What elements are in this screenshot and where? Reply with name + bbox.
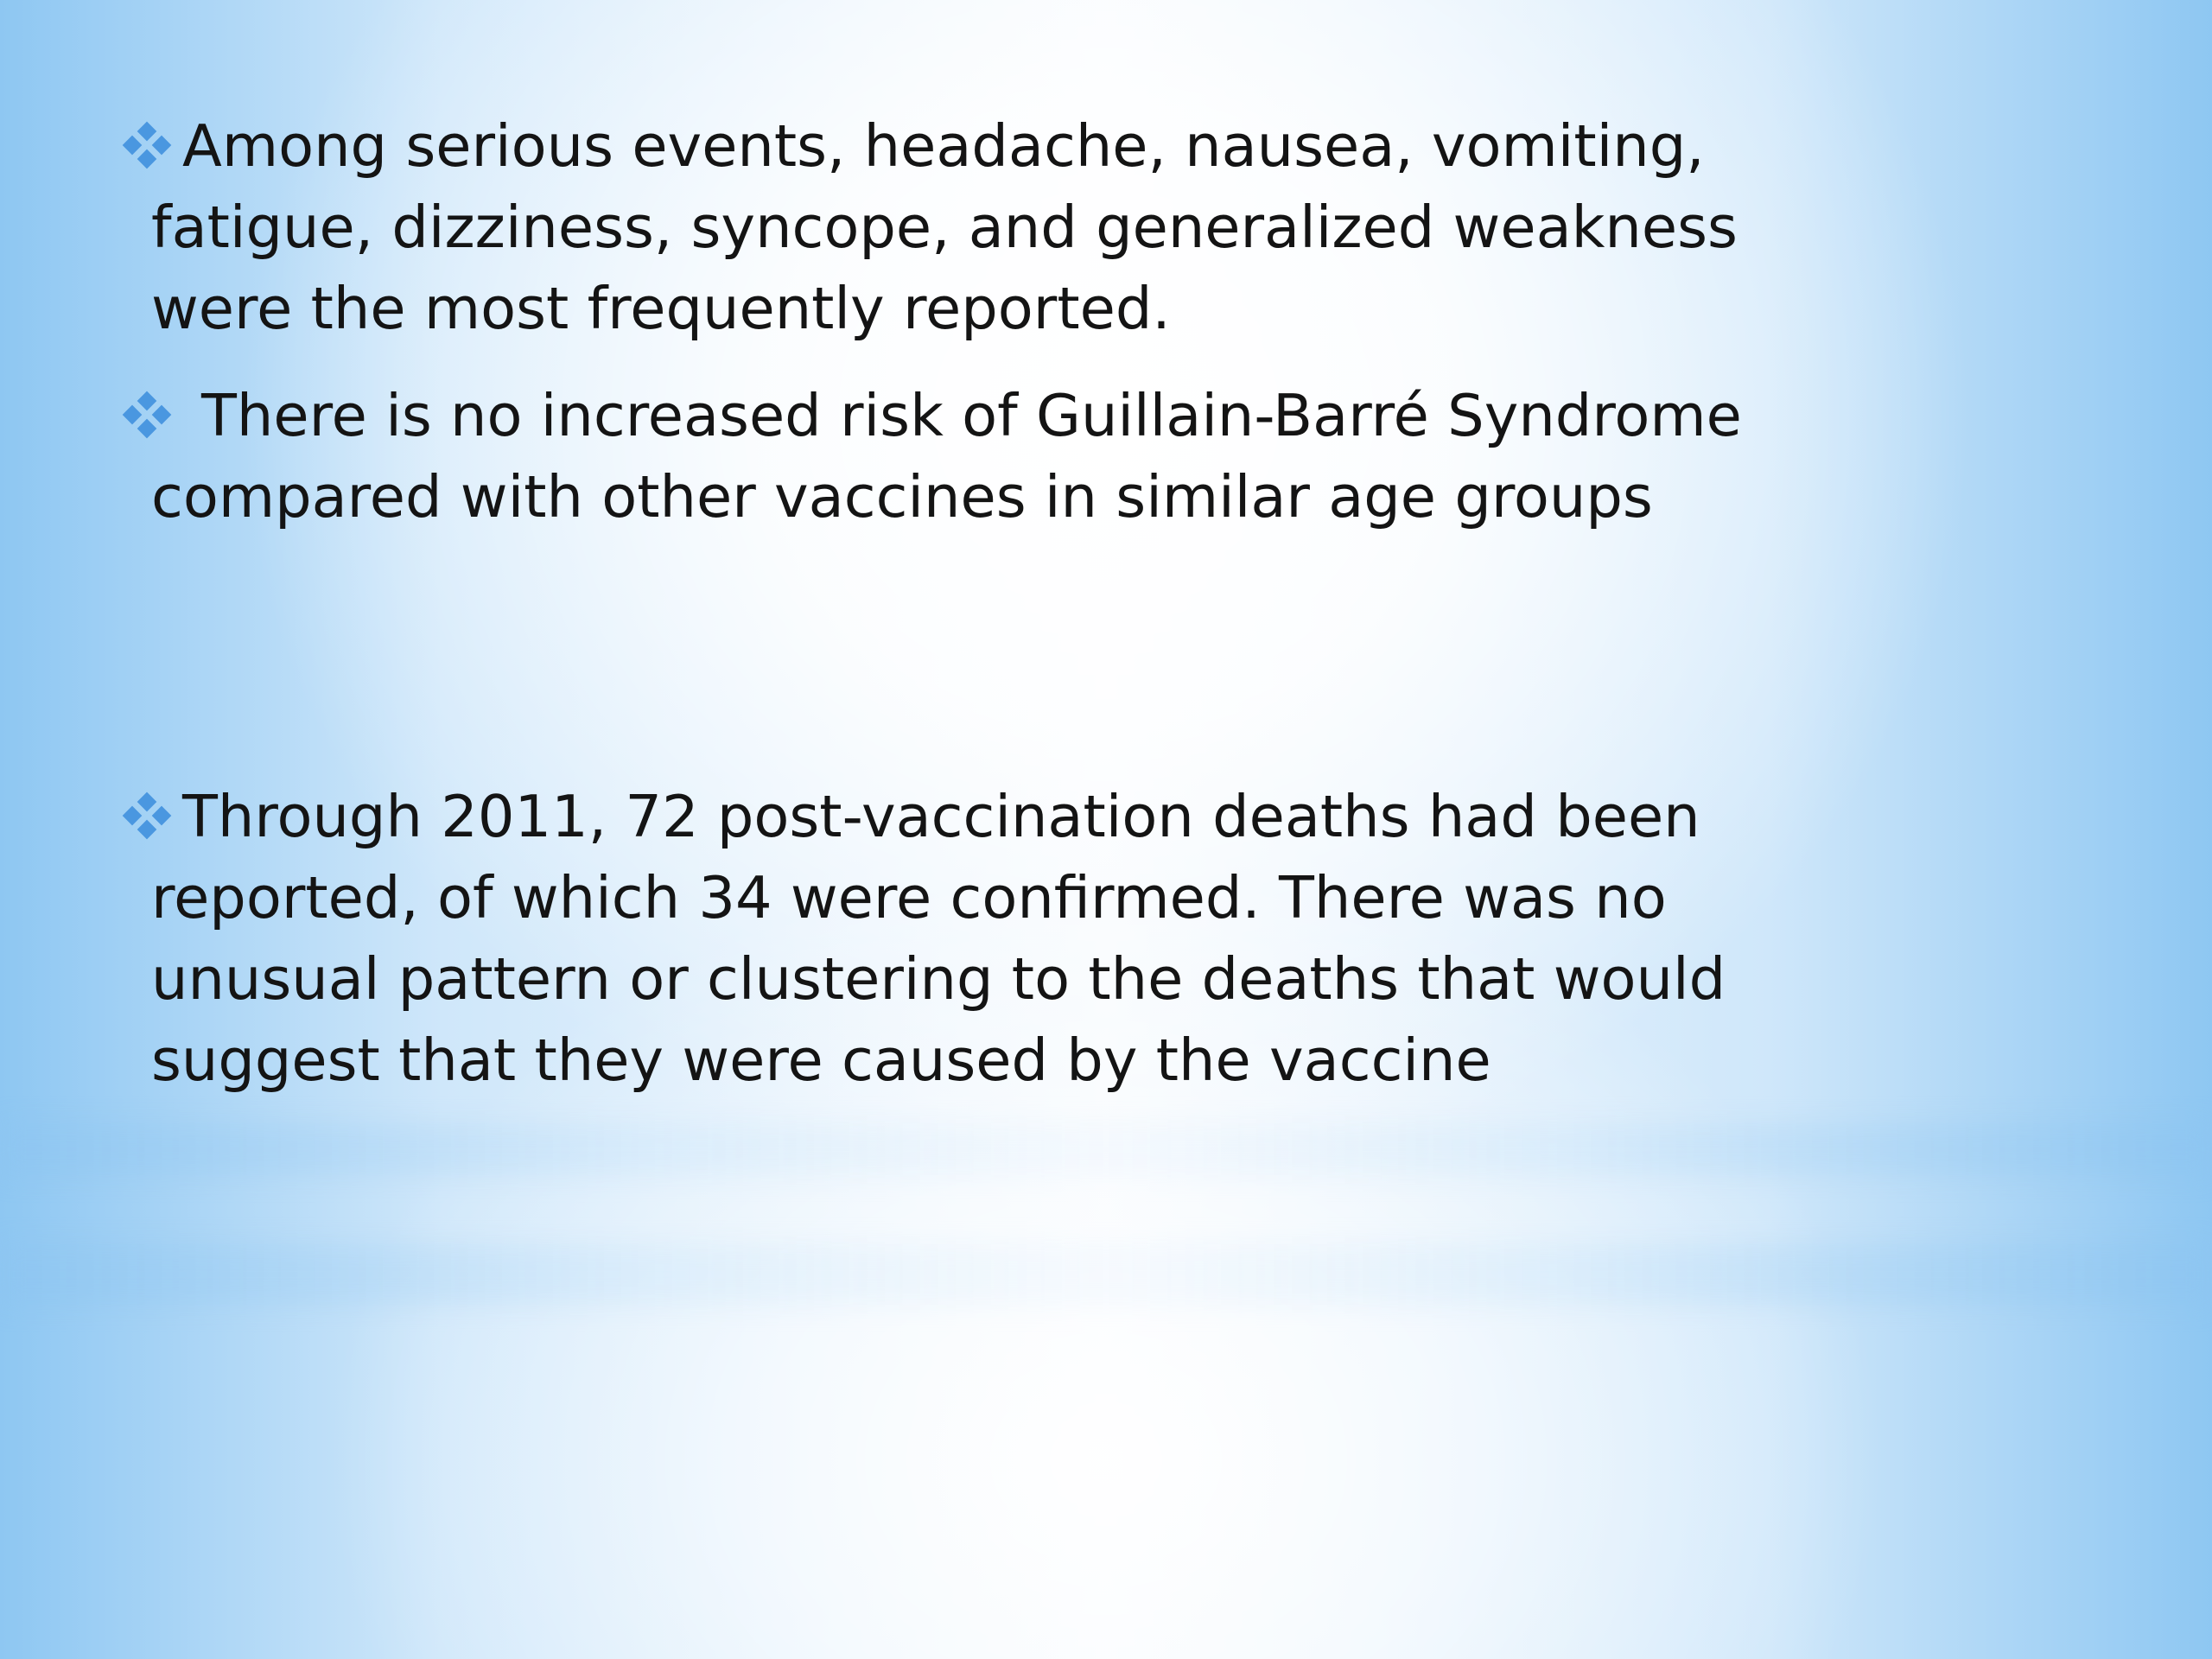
background-light-band	[0, 1123, 2212, 1175]
four-diamond-bullet-icon	[115, 118, 179, 169]
four-diamond-bullet-icon	[115, 788, 179, 840]
background-light-band	[0, 1244, 2212, 1305]
bullet-text: Among serious events, headache, nausea, vomiting, fatigue, dizziness, syncope, and generalized weakness were the most frequently reported.	[151, 112, 1738, 342]
bullet-item-guillain-barre	[151, 375, 1879, 537]
bullet-item-serious-events	[151, 105, 1879, 349]
bullet-text: There is no increased risk of Guillain-Barré Syndrome compared with other vaccines in similar age groups	[151, 382, 1742, 531]
bullet-item-deaths	[151, 776, 1879, 1101]
four-diamond-bullet-icon	[115, 387, 179, 439]
bullet-text: Through 2011, 72 post-vaccination deaths had been reported, of which 34 were confirmed. There was no unusual pattern or clustering to the deaths that would suggest that they were caused by the vaccine	[151, 783, 1726, 1094]
